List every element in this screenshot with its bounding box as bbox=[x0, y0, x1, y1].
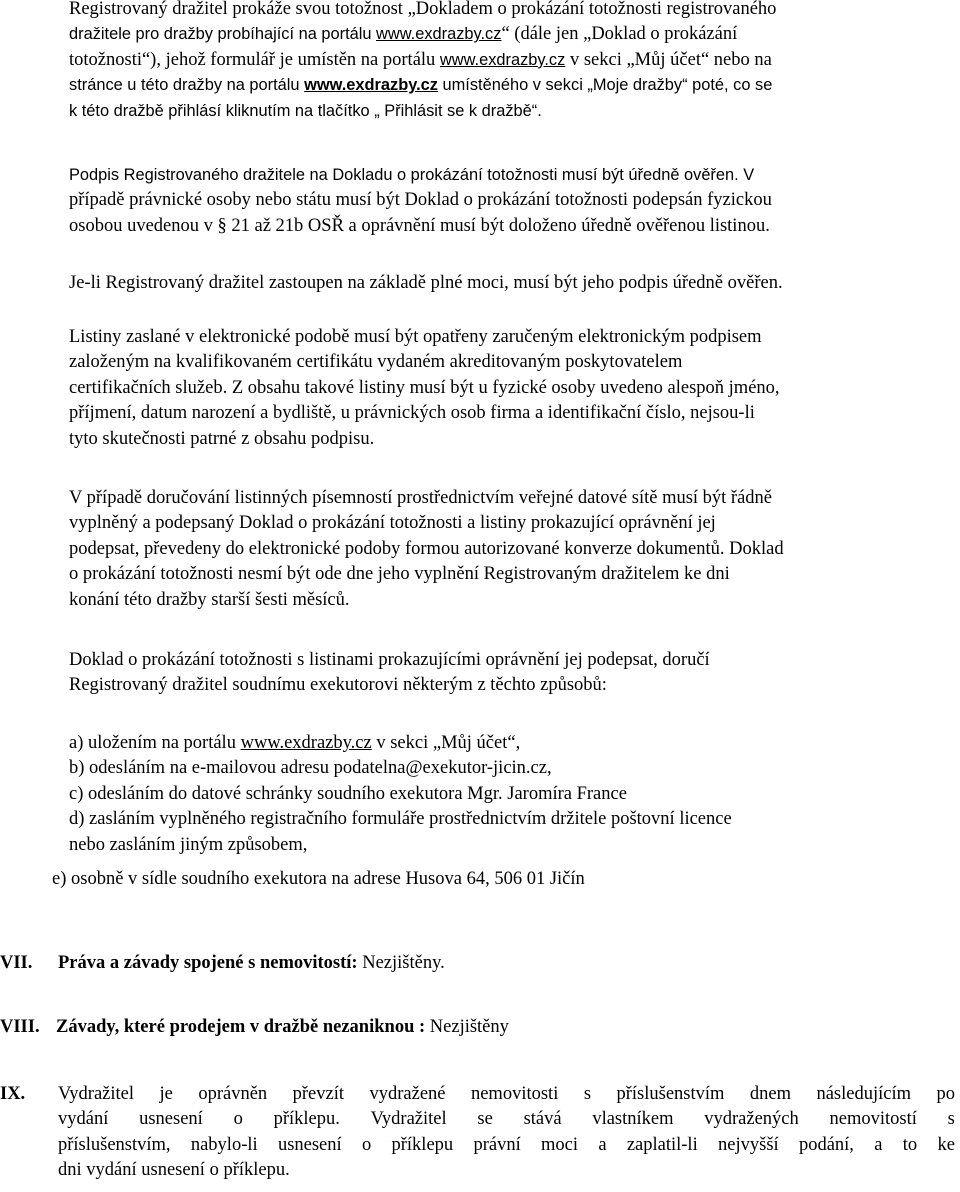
text-line: konání této dražby starší šesti měsíců. bbox=[69, 589, 350, 610]
list-item: c) odesláním do datové schránky soudního exekutora Mgr. Jaromíra France bbox=[69, 783, 627, 804]
word: s bbox=[947, 1109, 955, 1130]
list-item: d) zasláním vyplněného registračního formuláře prostřednictvím držitele poštovní licence bbox=[69, 809, 732, 830]
word: nemovitosti bbox=[470, 1084, 559, 1104]
text-line: Registrovaný dražitel prokáže svou totožnost „Dokladem o prokázání totožnosti registrovaného bbox=[69, 0, 777, 19]
text-line: totožnosti“), jehož formulář je umístěn na portálu www.exdrazby.cz v sekci „Můj účet“ nebo na bbox=[69, 49, 772, 70]
exdrazby-link[interactable]: www.exdrazby.cz bbox=[439, 50, 566, 69]
text-line: V případě doručování listinných písemností prostřednictvím veřejné datové sítě musí být řádně bbox=[69, 488, 773, 508]
word: moci bbox=[541, 1134, 579, 1155]
text-line: o prokázání totožnosti nesmí být ode dne jeho vyplnění Registrovaným dražitelem ke dni bbox=[69, 564, 730, 585]
paragraph-proxy bbox=[69, 271, 955, 296]
text-line: k této dražbě přihlásí kliknutím na tlačítko „ Přihlásit se k dražbě“. bbox=[69, 101, 542, 120]
text-line: osobou uvedenou v § 21 až 21b OSŘ a oprávnění musí být doloženo úředně ověřenou listinou. bbox=[69, 215, 770, 236]
section-number: IX. bbox=[0, 1084, 26, 1104]
text-line: příjmení, datum narození a bydliště, u právnických osob firma a identifikační číslo, nejsou-li bbox=[69, 403, 755, 424]
list-item: nebo zasláním jiným způsobem, bbox=[69, 834, 308, 855]
word: je bbox=[159, 1084, 173, 1104]
exdrazby-link[interactable]: www.exdrazby.cz bbox=[376, 25, 502, 44]
word: vydání bbox=[58, 1109, 109, 1130]
text-line: Podpis Registrovaného dražitele na Dokladu o prokázání totožnosti musí být úředně ověřen. V bbox=[69, 166, 755, 184]
text-line: podepsat, převedeny do elektronické podoby formou autorizované konverze dokumentů. Doklad bbox=[69, 538, 784, 559]
word: vydražené bbox=[369, 1084, 446, 1104]
delivery-methods-list bbox=[69, 731, 955, 858]
list-item: e) osobně v sídle soudního exekutora na adrese Husova 64, 506 01 Jičín bbox=[52, 869, 585, 889]
text-line: Listiny zaslané v elektronické podobě musí být opatřeny zaručeným elektronickým podpisem bbox=[69, 327, 762, 347]
word: Vydražitel bbox=[58, 1084, 135, 1104]
text-line bbox=[58, 1107, 955, 1132]
list-item: b) odesláním na e-mailovou adresu podatelna@exekutor-jicin.cz, bbox=[69, 758, 552, 779]
section-number: VIII. bbox=[0, 1017, 40, 1037]
text-line: případě právnické osoby nebo státu musí být Doklad o prokázání totožnosti podepsán fyzickou bbox=[69, 190, 772, 211]
word: příklepu. bbox=[273, 1109, 340, 1130]
delivery-methods-list-e bbox=[52, 867, 938, 892]
word: příslušenstvím bbox=[616, 1084, 725, 1104]
word: usnesení bbox=[139, 1109, 203, 1130]
text-line: Je-li Registrovaný dražitel zastoupen na základě plné moci, musí být jeho podpis úředně ověřen. bbox=[69, 273, 783, 293]
word: následujícím bbox=[816, 1084, 911, 1104]
word: dnem bbox=[749, 1084, 791, 1104]
text-line: tyto skutečnosti patrné z obsahu podpisu. bbox=[69, 428, 375, 449]
text-line: založeným na kvalifikovaném certifikátu vydaném akreditovaným poskytovatelem bbox=[69, 352, 683, 373]
word: Vydražitel bbox=[370, 1109, 447, 1130]
text-line: Doklad o prokázání totožnosti s listinami prokazujícími oprávnění jej podepsat, doručí bbox=[69, 650, 710, 670]
text-line: stránce u této dražby na portálu www.exdrazby.cz umístěného v sekci „Moje dražby“ poté, co se bbox=[69, 76, 773, 95]
word: s bbox=[583, 1084, 592, 1104]
section-heading: Závady, které prodejem v dražbě nezaniknou : Nezjištěny bbox=[56, 1017, 509, 1037]
word: o bbox=[233, 1109, 243, 1130]
text-line: certifikačních služeb. Z obsahu takové listiny musí být u fyzické osoby uvedeno alespoň jméno, bbox=[69, 377, 780, 398]
word: oprávněn bbox=[198, 1084, 268, 1104]
section-number: VII. bbox=[0, 953, 33, 973]
text-line bbox=[58, 1082, 955, 1107]
text-line bbox=[58, 1133, 955, 1158]
paragraph-registration bbox=[69, 0, 955, 124]
section-heading: Práva a závady spojené s nemovitostí: Nezjištěny. bbox=[58, 953, 445, 973]
paragraph-electronic-documents bbox=[69, 325, 955, 452]
exdrazby-link[interactable]: www.exdrazby.cz bbox=[240, 733, 372, 753]
text-line: vyplněný a podepsaný Doklad o prokázání totožnosti a listiny prokazující oprávnění jej bbox=[69, 513, 716, 534]
paragraph-data-network bbox=[69, 486, 955, 613]
word: stává bbox=[523, 1109, 562, 1130]
word: vlastníkem bbox=[592, 1109, 674, 1130]
word: se bbox=[477, 1109, 493, 1130]
word: o bbox=[361, 1134, 372, 1155]
word: převzít bbox=[292, 1084, 345, 1104]
word: a bbox=[598, 1134, 607, 1155]
text-line: Registrovaný dražitel soudnímu exekutorovi některým z těchto způsobů: bbox=[69, 675, 607, 696]
word: příklepu bbox=[391, 1134, 454, 1155]
word: příslušenstvím, bbox=[58, 1134, 171, 1155]
word: podání, bbox=[798, 1134, 854, 1155]
word: nejvyšší bbox=[718, 1134, 779, 1155]
word: po bbox=[936, 1084, 955, 1104]
text-line: dražitele pro dražby probíhající na portálu www.exdrazby.cz“ (dále jen „Doklad o prokázání bbox=[69, 24, 738, 45]
word: zaplatil-li bbox=[626, 1134, 698, 1155]
text-line: dni vydání usnesení o příklepu. bbox=[58, 1160, 290, 1181]
word: právní bbox=[473, 1134, 521, 1155]
word: nemovitostí bbox=[829, 1109, 917, 1130]
paragraph-signature bbox=[69, 163, 955, 239]
word: a bbox=[874, 1134, 883, 1155]
word: to bbox=[902, 1134, 918, 1155]
word: ke bbox=[937, 1134, 955, 1155]
word: usnesení bbox=[277, 1134, 342, 1155]
list-item: a) uložením na portálu www.exdrazby.cz v sekci „Můj účet“, bbox=[69, 733, 521, 753]
exdrazby-link[interactable]: www.exdrazby.cz bbox=[304, 76, 438, 95]
word: vydražených bbox=[704, 1109, 799, 1130]
word: nabylo-li bbox=[190, 1134, 258, 1155]
section-ix-body bbox=[58, 1082, 955, 1184]
paragraph-delivery bbox=[69, 648, 955, 699]
